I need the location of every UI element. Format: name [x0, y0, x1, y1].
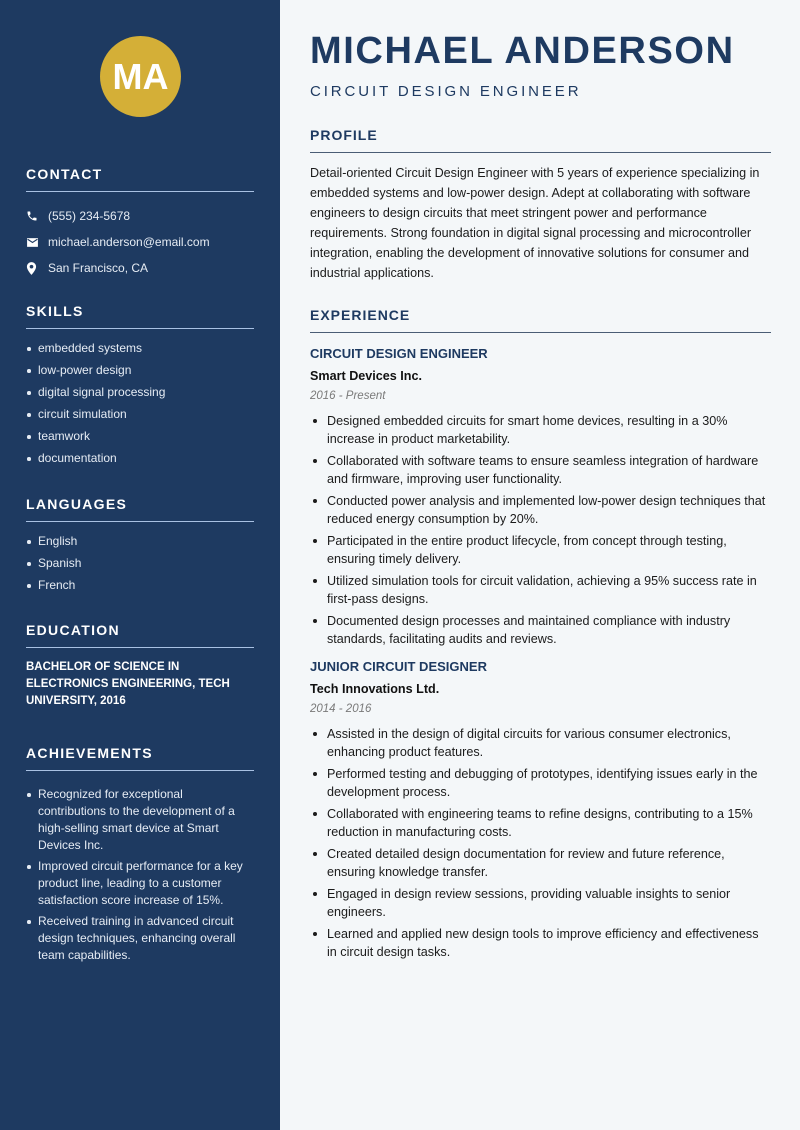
job-bullets	[310, 725, 771, 961]
profile-heading: PROFILE	[310, 127, 771, 153]
phone-icon	[26, 210, 48, 222]
experience-heading: EXPERIENCE	[310, 307, 771, 333]
languages-section	[26, 496, 254, 599]
skill-item: low-power design	[26, 362, 254, 379]
job-title: CIRCUIT DESIGN ENGINEER	[310, 346, 488, 361]
education-heading: EDUCATION	[26, 622, 254, 648]
job-bullet: Learned and applied new design tools to improve efficiency and effectiveness in circuit design tasks.	[310, 925, 771, 961]
job-company: Smart Devices Inc.	[310, 369, 423, 383]
job-company: Tech Innovations Ltd.	[310, 682, 440, 696]
job-bullet: Conducted power analysis and implemented low-power design techniques that reduced energy consumption by 20%.	[310, 492, 771, 528]
language-item: French	[26, 577, 254, 594]
job-bullet: Created detailed design documentation for review and future reference, ensuring knowledge transfer.	[310, 845, 771, 881]
contact-list	[26, 203, 254, 281]
contact-phone-text: (555) 234-5678	[48, 209, 131, 223]
contact-phone[interactable]	[26, 203, 254, 229]
achievements-section	[26, 745, 254, 968]
education-degree: BACHELOR OF SCIENCE IN ELECTRONICS ENGINEERING, TECH UNIVERSITY, 2016	[26, 661, 230, 707]
candidate-name: MICHAEL ANDERSON	[310, 30, 735, 72]
achievement-item: Improved circuit performance for a key product line, leading to a customer satisfaction score increase of 15%.	[26, 858, 254, 909]
job-bullet: Documented design processes and maintained compliance with industry standards, facilitating audits and reviews.	[310, 612, 771, 648]
skill-item: embedded systems	[26, 340, 254, 357]
contact-location	[26, 255, 254, 281]
contact-email-text: michael.anderson@email.com	[48, 235, 210, 249]
sidebar	[0, 0, 280, 1130]
job-entry	[310, 658, 771, 961]
profile-summary: Detail-oriented Circuit Design Engineer with 5 years of experience specializing in embedded systems and low-power design. Adept at collaborating with software engineers to design circuits that meet stringent power and performance requirements. Strong foundation in digital signal processing and microcontroller integration, enabling the development of innovative solutions for consumer and industrial applications.	[310, 166, 760, 280]
job-entry	[310, 345, 771, 648]
job-bullet: Collaborated with engineering teams to refine designs, contributing to a 15% reduction in manufacturing costs.	[310, 805, 771, 841]
avatar	[100, 36, 181, 117]
achievements-list	[26, 786, 254, 964]
experience-section	[310, 307, 771, 965]
skills-section	[26, 303, 254, 472]
contact-section	[26, 166, 254, 281]
skills-list	[26, 340, 254, 467]
job-bullet: Assisted in the design of digital circuits for various consumer electronics, enhancing product features.	[310, 725, 771, 761]
skill-item: documentation	[26, 450, 254, 467]
job-bullets	[310, 412, 771, 648]
achievements-heading: ACHIEVEMENTS	[26, 745, 254, 771]
candidate-title: CIRCUIT DESIGN ENGINEER	[310, 83, 582, 100]
contact-heading: CONTACT	[26, 166, 254, 192]
skill-item: digital signal processing	[26, 384, 254, 401]
skill-item: circuit simulation	[26, 406, 254, 423]
language-item: English	[26, 533, 254, 550]
languages-list	[26, 533, 254, 594]
skills-heading: SKILLS	[26, 303, 254, 329]
job-bullet: Performed testing and debugging of prototypes, identifying issues early in the development process.	[310, 765, 771, 801]
achievement-item: Received training in advanced circuit design techniques, enhancing overall team capabilities.	[26, 913, 254, 964]
job-title: JUNIOR CIRCUIT DESIGNER	[310, 659, 487, 674]
profile-section	[310, 127, 771, 283]
achievement-item: Recognized for exceptional contributions to the development of a high-selling smart device at Smart Devices Inc.	[26, 786, 254, 854]
job-bullet: Utilized simulation tools for circuit validation, achieving a 95% success rate in first-pass designs.	[310, 572, 771, 608]
job-bullet: Engaged in design review sessions, providing valuable insights to senior engineers.	[310, 885, 771, 921]
job-dates: 2016 - Present	[310, 390, 386, 402]
email-icon	[26, 237, 48, 248]
job-bullet: Collaborated with software teams to ensure seamless integration of hardware and firmware, improving user functionality.	[310, 452, 771, 488]
languages-heading: LANGUAGES	[26, 496, 254, 522]
avatar-initials: MA	[112, 55, 169, 97]
contact-location-text: San Francisco, CA	[48, 261, 149, 275]
language-item: Spanish	[26, 555, 254, 572]
location-pin-icon	[26, 262, 48, 275]
skill-item: teamwork	[26, 428, 254, 445]
contact-email[interactable]	[26, 229, 254, 255]
job-dates: 2014 - 2016	[310, 703, 372, 715]
job-bullet: Designed embedded circuits for smart home devices, resulting in a 30% increase in product marketability.	[310, 412, 771, 448]
education-section	[26, 622, 254, 710]
job-bullet: Participated in the entire product lifecycle, from concept through testing, ensuring timely delivery.	[310, 532, 771, 568]
